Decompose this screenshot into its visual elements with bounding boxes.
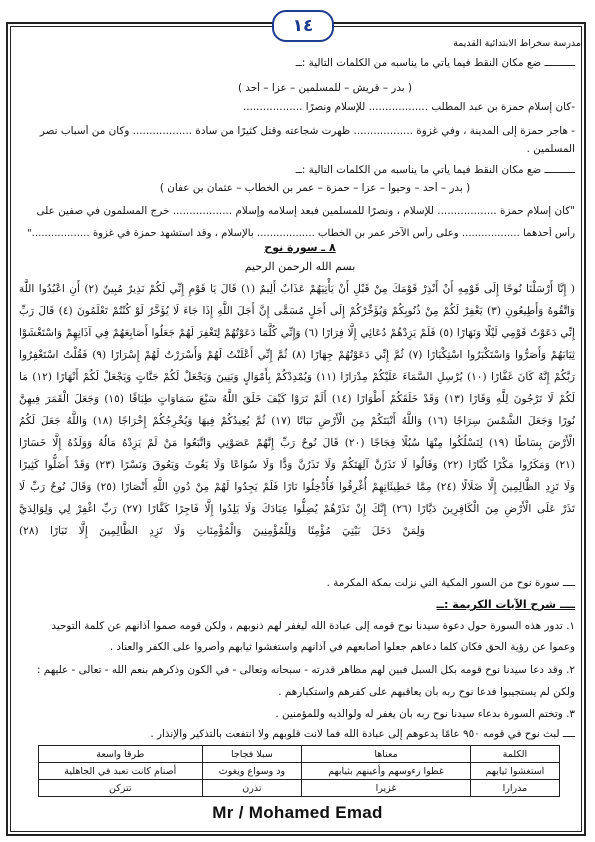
- table-cell: غطوا رءوسهم وأعينهم بثيابهم: [302, 763, 471, 780]
- verse-line: الْأَرْضَ بِسَاطًا (١٩) لِتَسْلُكُوا مِنْهَا سُبُلًا فِجَاجًا (٢٠) قَالَ نُوحٌ رَبِّ إِنَّهُمْ عَصَوْنِي وَاتَّبَعُوا مَنْ لَمْ يَزِدْهُ مَالُهُ وَوَلَدُهُ إِلَّا خَسَارًا: [19, 437, 575, 449]
- vocabulary-table: [38, 745, 560, 797]
- teacher-signature: Mr / Mohamed Emad: [212, 803, 383, 822]
- verse-line: ( إِنَّا أَرْسَلْنَا نُوحًا إِلَى قَوْمِهِ أَنْ أَنْذِرْ قَوْمَكَ مِنْ قَبْلِ أَنْ يَأْتِيَهُمْ عَذَابٌ أَلِيمٌ (١) قَالَ يَا قَوْمِ إِنِّي لَكُمْ نَذِيرٌ مُبِينٌ (٢) أَنِ اعْبُدُوا اللَّهَ: [19, 283, 575, 295]
- page-number-badge: [272, 10, 334, 42]
- basmala: بسم الله الرحمن الرحيم: [244, 260, 356, 273]
- table-cell: غزيرا: [302, 780, 471, 797]
- table-row: [39, 763, 560, 780]
- exercise1-instruction: ــــــــــ ضع مكان النقط فيما يأتي ما يناسبه من الكلمات التالية :ــ: [295, 57, 575, 69]
- explanation-line: ١. تدور هذه السورة حول دعوة سيدنا نوح قومه إلى عبادة الله ليغفر لهم ذنوبهم ، ولكن قومه صموا آذانهم عن كلمة التوحيد: [51, 620, 575, 632]
- verse-line: وَلَا تَزِدِ الظَّالِمِينَ إِلَّا ضَلَالًا (٢٤) مِمَّا خَطِيئَاتِهِمْ أُغْرِقُوا فَأُدْخِلُوا نَارًا فَلَمْ يَجِدُوا لَهُمْ مِنْ دُونِ اللَّهِ أَنْصَارًا (٢٥) وَقَالَ نُوحٌ رَبِّ لَا: [19, 481, 575, 493]
- explanation-line: ٢. وقد دعا سيدنا نوح قومه بكل السبل فبين لهم مظاهر قدرته - سبحانه وتعالى - في الكون وذكرهم بنعم الله - تعالى - عليهم :: [36, 664, 575, 676]
- exercise2-word-bank: ( بدر – أحد – وحيوا – عزا – حمزة – عمر بن الخطاب – عثمان بن عفان ): [159, 182, 471, 194]
- explanation-line: ولكن لم يستجيبوا فدعا نوح ربه بأن يعاقبهم على كفرهم واستكبارهم .: [278, 686, 575, 698]
- exercise1-line1: -كان إسلام حمزة بن عبد المطلب .................. للإسلام ونصرًا ..................: [242, 101, 575, 113]
- surah-classification: ــــ سورة نوح من السور المكية التي نزلت بمكة المكرمة .: [326, 577, 575, 589]
- verse-line: تَذَرْ عَلَى الْأَرْضِ مِنَ الْكَافِرِينَ دَيَّارًا (٢٦) إِنَّكَ إِنْ تَذَرْهُمْ يُضِلُّوا عِبَادَكَ وَلَا يَلِدُوا إِلَّا فَاجِرًا كَفَّارًا (٢٧) رَبِّ اغْفِرْ لِي وَلِوَالِدَيَّ: [19, 503, 575, 515]
- explanation-line: ــــ لبث نوح في قومه ٩٥٠ عامًا يدعوهم إلى عبادة الله فما لانت قلوبهم ولا انتفعت بالتذكير والإنذار .: [150, 728, 575, 740]
- exercise1-word-bank: ( بدر – قريش – للمسلمين – عزا – أحد ): [237, 82, 413, 94]
- school-name: مدرسة سخراط الابتدائية القديمة: [453, 38, 581, 49]
- table-cell: تتركن: [39, 780, 203, 797]
- table-cell: مدرارا: [470, 780, 559, 797]
- verse-line: إِنِّي دَعَوْتُ قَوْمِي لَيْلًا وَنَهَارًا (٥) فَلَمْ يَزِدْهُمْ دُعَائِي إِلَّا فِرَارًا (٦) وَإِنِّي كُلَّمَا دَعَوْتُهُمْ لِتَغْفِرَ لَهُمْ جَعَلُوا أَصَابِعَهُمْ فِي آذَانِهِمْ وَاسْتَغْشَوْا: [19, 327, 575, 339]
- exercise1-line2: - هاجر حمزة إلى المدينة ، وفي غزوة .................. ظهرت شجاعته وقتل كثيرًا من سادة .................. وكان من أسباب نصر: [39, 125, 575, 137]
- verse-line: لَكُمْ لَا تَرْجُونَ لِلَّهِ وَقَارًا (١٣) وَقَدْ خَلَقَكُمْ أَطْوَارًا (١٤) أَلَمْ تَرَوْا كَيْفَ خَلَقَ اللَّهُ سَبْعَ سَمَاوَاتٍ طِبَاقًا (١٥) وَجَعَلَ الْقَمَرَ فِيهِنَّ: [19, 393, 575, 405]
- verse-line: وَاتَّقُوهُ وَأَطِيعُونِ (٣) يَغْفِرْ لَكُمْ مِنْ ذُنُوبِكُمْ وَيُؤَخِّرْكُمْ إِلَى أَجَلٍ مُسَمًّى إِنَّ أَجَلَ اللَّهِ إِذَا جَاءَ لَا يُؤَخَّرُ لَوْ كُنْتُمْ تَعْلَمُونَ (٤) قَالَ رَبِّ: [19, 305, 575, 317]
- table-cell: طرقا واسعة: [39, 746, 203, 763]
- table-cell: سبلا فجاجا: [202, 746, 302, 763]
- explanation-heading: ــــ شرح الآيات الكريمة :ــ: [436, 598, 575, 611]
- explanation-line: ٣. وتختم السورة بدعاء سيدنا نوح ربه بأن يغفر له ولوالديه وللمؤمنين .: [275, 708, 575, 720]
- table-cell: تذرن: [202, 780, 302, 797]
- table-cell: أصنام كانت تعبد في الجاهلية: [39, 763, 203, 780]
- table-cell: الكلمة: [470, 746, 559, 763]
- verse-line: ثِيَابَهُمْ وَأَصَرُّوا وَاسْتَكْبَرُوا اسْتِكْبَارًا (٧) ثُمَّ إِنِّي دَعَوْتُهُمْ جِهَارًا (٨) ثُمَّ إِنِّي أَعْلَنْتُ لَهُمْ وَأَسْرَرْتُ لَهُمْ إِسْرَارًا (٩) فَقُلْتُ اسْتَغْفِرُوا: [19, 349, 575, 361]
- page-number: ١٤: [292, 16, 314, 36]
- exercise2-line2: رأس أحدهما .................. وعلى رأس الآخر عمر بن الخطاب .................. بالإسلام ، وقد استشهد حمزة في غزوة ..................": [27, 228, 575, 239]
- surah-title: ٨ ـ سورة نوح: [264, 241, 336, 254]
- verse-line: (٢١) وَمَكَرُوا مَكْرًا كُبَّارًا (٢٢) وَقَالُوا لَا تَذَرُنَّ آلِهَتَكُمْ وَلَا تَذَرُنَّ وَدًّا وَلَا سُوَاعًا وَلَا يَغُوثَ وَيَعُوقَ وَنَسْرًا (٢٣) وَقَدْ أَضَلُّوا كَثِيرًا: [19, 459, 575, 471]
- verse-line: نُورًا وَجَعَلَ الشَّمْسَ سِرَاجًا (١٦) وَاللَّهُ أَنْبَتَكُمْ مِنَ الْأَرْضِ نَبَاتًا (١٧) ثُمَّ يُعِيدُكُمْ فِيهَا وَيُخْرِجُكُمْ إِخْرَاجًا (١٨) وَاللَّهُ جَعَلَ لَكُمُ: [19, 415, 575, 427]
- table-cell: معناها: [302, 746, 471, 763]
- verse-line: رَبَّكُمْ إِنَّهُ كَانَ غَفَّارًا (١٠) يُرْسِلِ السَّمَاءَ عَلَيْكُمْ مِدْرَارًا (١١) وَيُمْدِدْكُمْ بِأَمْوَالٍ وَبَنِينَ وَيَجْعَلْ لَكُمْ جَنَّاتٍ وَيَجْعَلْ لَكُمْ أَنْهَارًا (١٢) مَا: [19, 371, 575, 383]
- exercise2-instruction: ــــــــــ ضع مكان النقط فيما يأتي ما يناسبه من الكلمات التالية :ــ: [295, 164, 575, 176]
- exercise1-line3: المسلمين .: [526, 143, 575, 155]
- table-cell: ود وسواع ويغوث: [202, 763, 302, 780]
- table-row: [39, 746, 560, 763]
- table-row: [39, 780, 560, 797]
- exercise2-line1: "كان إسلام حمزة .................. للإسلام ، ونصرًا للمسلمين فبعد إسلامه وإسلام .................. خرج المسلمون في صفين على: [36, 205, 575, 217]
- table-cell: استغشوا ثيابهم: [470, 763, 559, 780]
- verse-line: وَلِمَنْ دَخَلَ بَيْتِيَ مُؤْمِنًا وَلِلْمُؤْمِنِينَ وَالْمُؤْمِنَاتِ وَلَا تَزِدِ الظَّالِمِينَ إِلَّا تَبَارًا (٢٨): [19, 525, 425, 537]
- explanation-line: وعموا عن رؤية الحق فكان كلما دعاهم جعلوا أصابعهم في آذانهم واستغشوا ثيابهم وأصروا على الكفر والعناد .: [109, 641, 575, 653]
